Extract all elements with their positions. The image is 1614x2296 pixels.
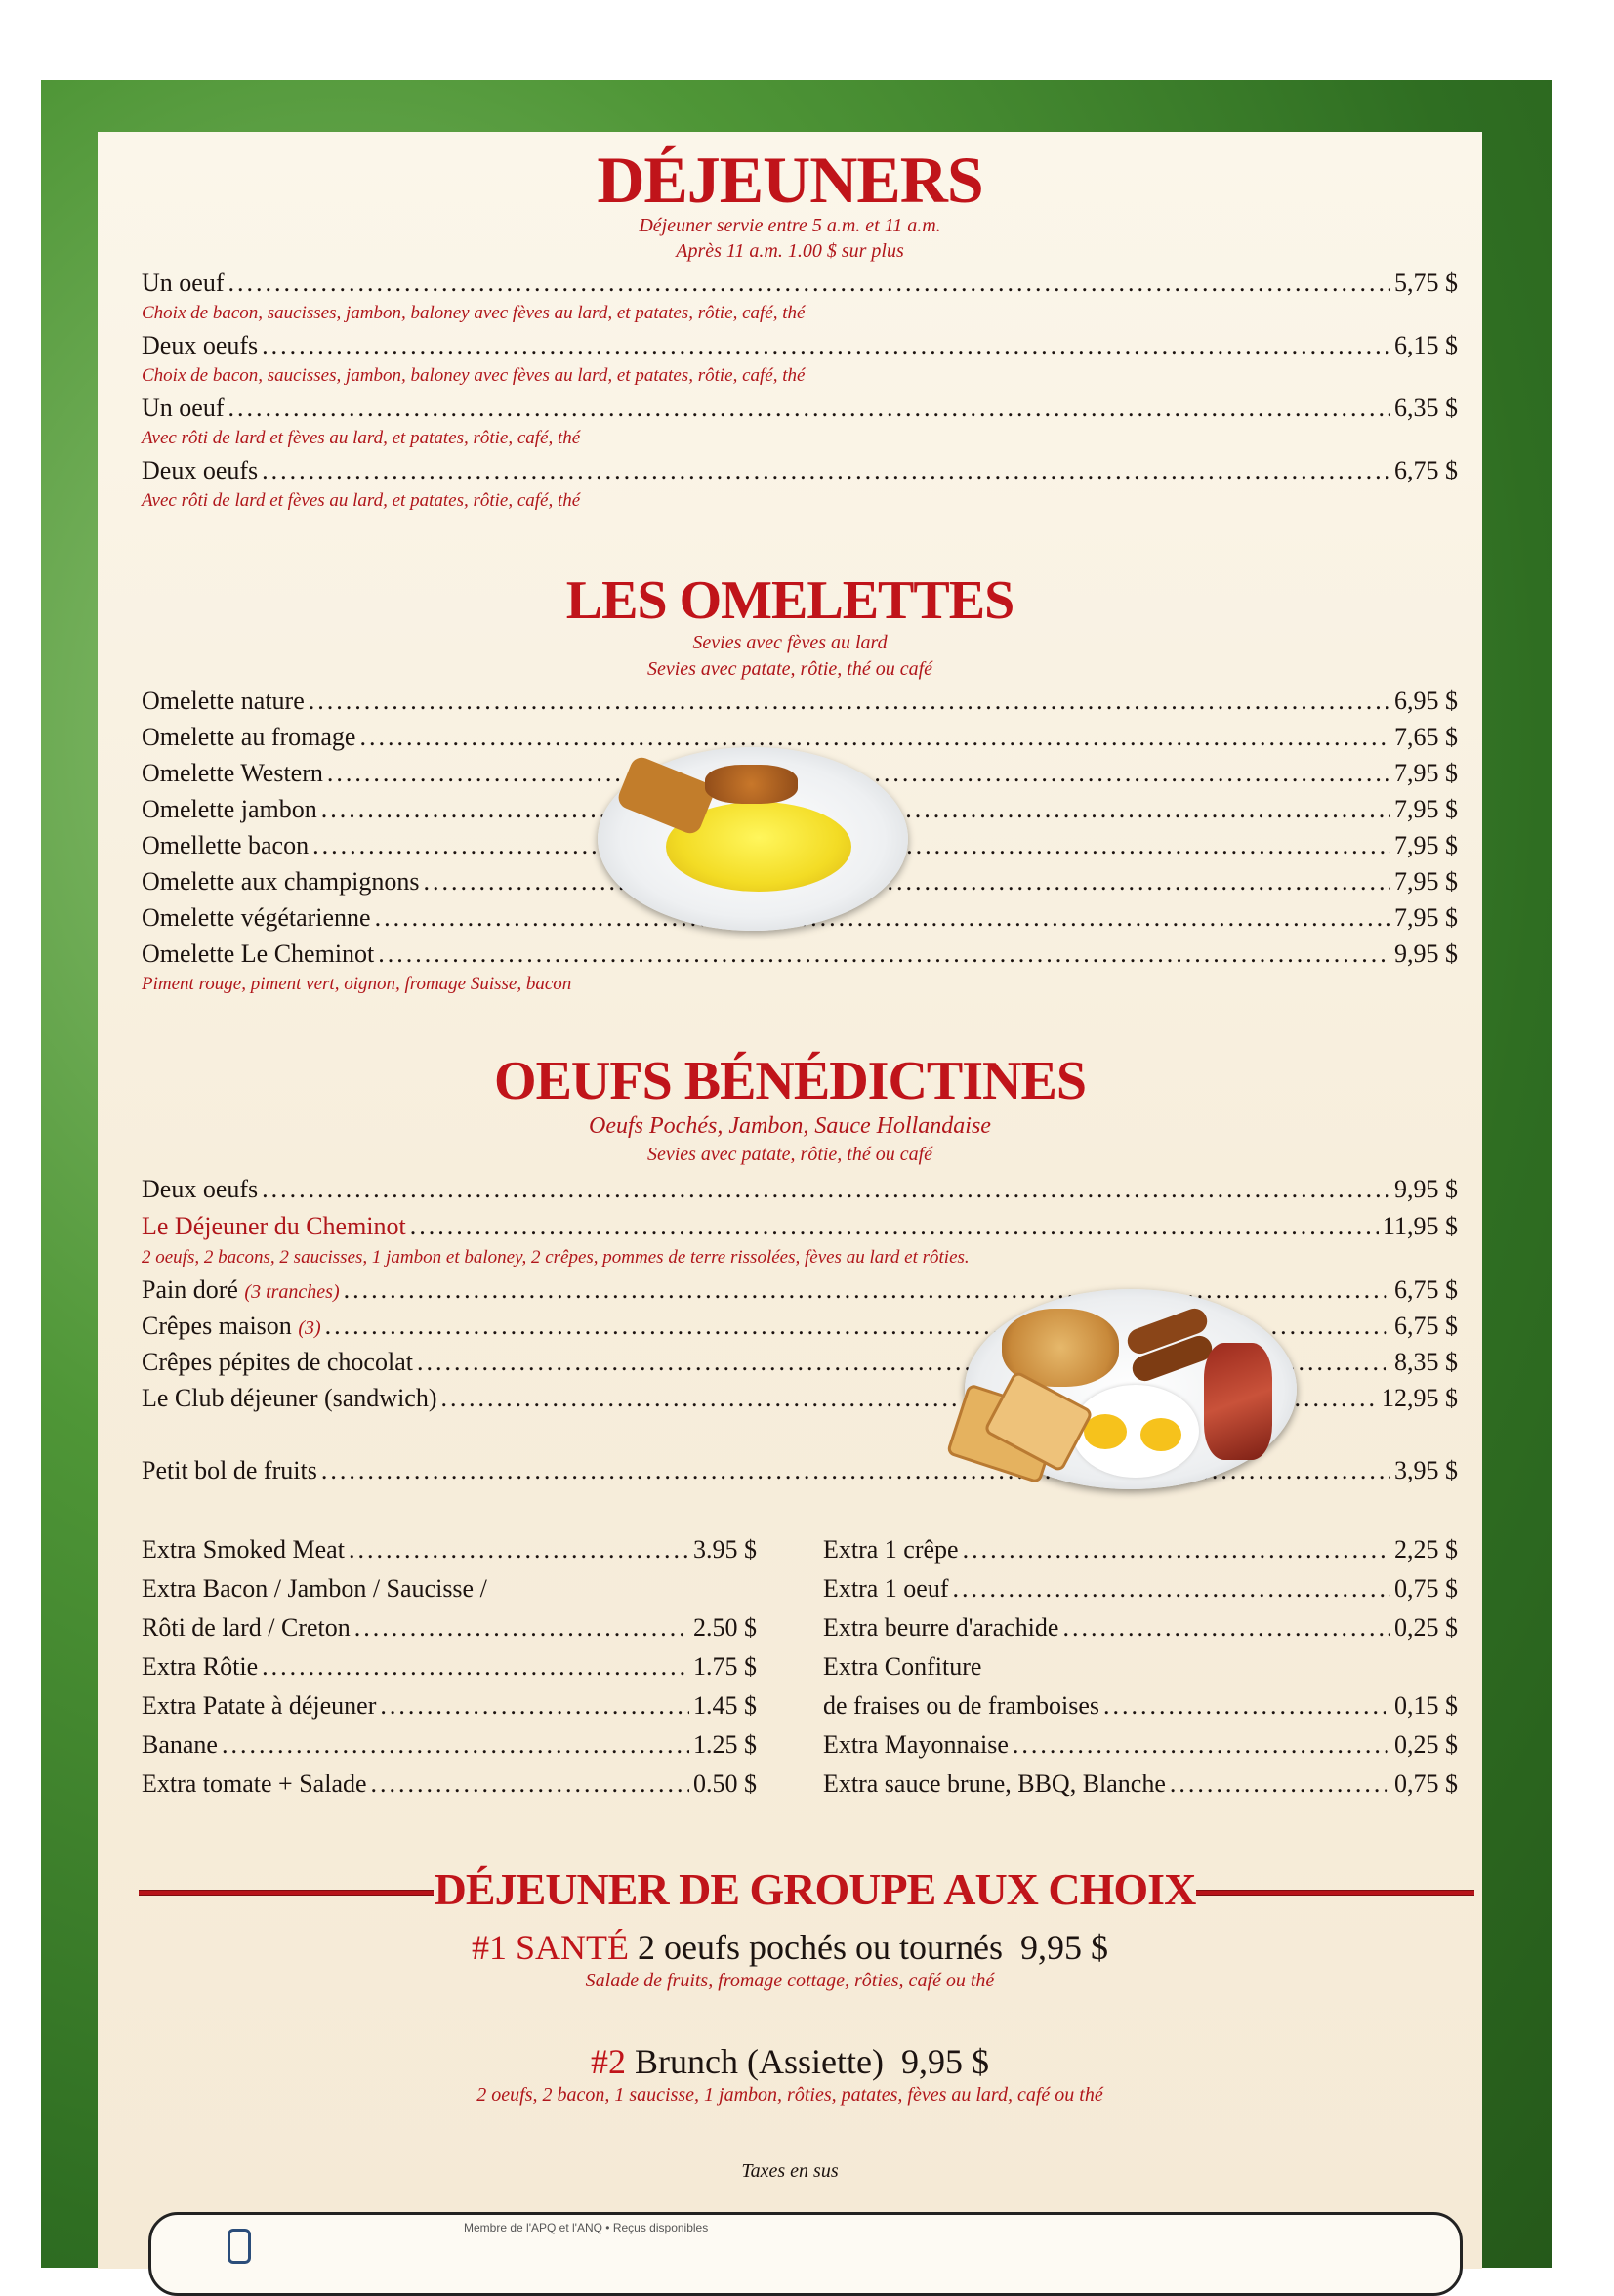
omelettes-sub1: Sevies avec fèves au lard bbox=[692, 632, 888, 653]
omelette-plate-image bbox=[598, 747, 908, 931]
member-text: Membre de l'APQ et l'ANQ • Reçus disponibles bbox=[464, 2221, 709, 2234]
extra-item bbox=[823, 1731, 1458, 1760]
item-price: 1.45 $ bbox=[693, 1691, 757, 1720]
item-note: (3 tranches) bbox=[244, 1281, 340, 1303]
item-price: 6,15 $ bbox=[1394, 331, 1458, 359]
groupe-option-1 bbox=[98, 1927, 1482, 1968]
item-price: 6,35 $ bbox=[1394, 394, 1458, 422]
item-price: 0,15 $ bbox=[1394, 1691, 1458, 1720]
dejeuners-hours: Déjeuner servie entre 5 a.m. et 11 a.m. bbox=[639, 215, 941, 236]
menu-item bbox=[142, 1456, 1458, 1485]
item-price: 6,75 $ bbox=[1394, 1312, 1458, 1340]
logo-icon bbox=[228, 2229, 251, 2264]
item-price: 5,75 $ bbox=[1394, 269, 1458, 297]
item-price: 3,95 $ bbox=[1394, 1456, 1458, 1484]
menu-item bbox=[142, 723, 1458, 752]
title-rule-right bbox=[1196, 1890, 1474, 1896]
section-title-dejeuners: DÉJEUNERS bbox=[597, 143, 983, 217]
leader-dots bbox=[1013, 1731, 1390, 1760]
option-label: #2 bbox=[591, 2042, 627, 2081]
section-title-benedictines: OEUFS BÉNÉDICTINES bbox=[494, 1051, 1086, 1111]
item-name: Extra 1 crêpe bbox=[823, 1535, 959, 1564]
benedictines-sub1: Oeufs Pochés, Jambon, Sauce Hollandaise bbox=[589, 1113, 991, 1139]
menu-item bbox=[142, 1175, 1458, 1204]
menu-item bbox=[142, 687, 1458, 716]
item-name: Extra Confiture bbox=[823, 1652, 982, 1681]
item-price: 2.50 $ bbox=[693, 1613, 757, 1642]
leader-dots bbox=[1170, 1770, 1390, 1799]
dejeuners-surcharge: Après 11 a.m. 1.00 $ sur plus bbox=[676, 240, 904, 262]
bacon-shape bbox=[1204, 1343, 1272, 1460]
item-name: Omelette végétarienne bbox=[142, 903, 371, 932]
extra-item bbox=[142, 1731, 757, 1760]
item-description: Choix de bacon, saucisses, jambon, baloney avec fèves au lard, et patates, rôtie, café, thé bbox=[142, 303, 806, 323]
leader-dots bbox=[262, 1175, 1390, 1204]
leader-dots bbox=[378, 939, 1390, 969]
leader-dots bbox=[1062, 1613, 1390, 1643]
item-name: Deux oeufs bbox=[142, 456, 259, 484]
extra-item bbox=[142, 1613, 757, 1643]
leader-dots bbox=[371, 1770, 689, 1799]
footer-banner bbox=[148, 2212, 1463, 2296]
leader-dots bbox=[309, 687, 1390, 716]
extra-item bbox=[823, 1691, 1458, 1721]
section-title-groupe: DÉJEUNER DE GROUPE AUX CHOIX bbox=[434, 1864, 1196, 1914]
leader-dots bbox=[423, 867, 1390, 897]
option-text: 2 oeufs pochés ou tournés bbox=[638, 1928, 1003, 1967]
leader-dots bbox=[228, 394, 1390, 423]
item-name: Extra Rôtie bbox=[142, 1652, 259, 1681]
item-price: 11,95 $ bbox=[1382, 1212, 1458, 1240]
egg-yolk-shape bbox=[1140, 1418, 1181, 1451]
extra-item bbox=[142, 1770, 757, 1799]
item-price: 1.75 $ bbox=[693, 1652, 757, 1681]
item-price: 0.50 $ bbox=[693, 1770, 757, 1798]
leader-dots bbox=[354, 1613, 689, 1643]
extra-item bbox=[142, 1535, 757, 1565]
leader-dots bbox=[222, 1731, 689, 1760]
taxes-note: Taxes en sus bbox=[741, 2160, 839, 2182]
item-name: Extra sauce brune, BBQ, Blanche bbox=[823, 1770, 1166, 1798]
option-price: 9,95 $ bbox=[900, 2042, 989, 2081]
item-name: Extra tomate + Salade bbox=[142, 1770, 367, 1798]
menu-item bbox=[142, 331, 1458, 360]
option-1-desc: Salade de fruits, fromage cottage, rôties, café ou thé bbox=[585, 1970, 995, 1991]
menu-item bbox=[142, 1212, 1458, 1241]
item-price: 9,95 $ bbox=[1394, 1175, 1458, 1203]
menu-item bbox=[142, 456, 1458, 485]
item-description: 2 oeufs, 2 bacons, 2 saucisses, 1 jambon et baloney, 2 crêpes, pommes de terre rissolées, fèves au lard et rôties. bbox=[142, 1247, 970, 1268]
leader-dots bbox=[410, 1212, 1379, 1241]
item-name: Extra Bacon / Jambon / Saucisse / bbox=[142, 1574, 487, 1603]
item-name: Omelette Western bbox=[142, 759, 323, 787]
item-price: 6,75 $ bbox=[1394, 456, 1458, 484]
extra-item bbox=[823, 1770, 1458, 1799]
potatoes-shape bbox=[705, 765, 798, 804]
item-name: Crêpes maison bbox=[142, 1312, 292, 1340]
leader-dots bbox=[359, 723, 1390, 752]
item-name: Un oeuf bbox=[142, 394, 225, 422]
option-price: 9,95 $ bbox=[1019, 1928, 1108, 1967]
title-rule-left bbox=[139, 1890, 434, 1896]
extra-item bbox=[142, 1652, 757, 1682]
leader-dots bbox=[953, 1574, 1390, 1604]
leader-dots bbox=[963, 1535, 1390, 1565]
leader-dots bbox=[262, 331, 1390, 360]
item-name: Crêpes pépites de chocolat bbox=[142, 1348, 413, 1376]
item-price: 12,95 $ bbox=[1382, 1384, 1458, 1412]
breakfast-plate-image bbox=[965, 1289, 1297, 1489]
leader-dots bbox=[262, 456, 1390, 485]
leader-dots bbox=[344, 1275, 1390, 1305]
item-name: Rôti de lard / Creton bbox=[142, 1613, 351, 1642]
item-name: Pain doré bbox=[142, 1275, 238, 1304]
item-price: 0,75 $ bbox=[1394, 1574, 1458, 1603]
item-price: 7,65 $ bbox=[1394, 723, 1458, 751]
menu-item bbox=[142, 1275, 1458, 1305]
item-description: Avec rôti de lard et fèves au lard, et patates, rôtie, café, thé bbox=[142, 428, 581, 448]
item-price: 0,25 $ bbox=[1394, 1731, 1458, 1759]
item-note: (3) bbox=[298, 1317, 321, 1339]
item-name: Extra Patate à déjeuner bbox=[142, 1691, 377, 1720]
item-price: 0,25 $ bbox=[1394, 1613, 1458, 1642]
item-price: 3.95 $ bbox=[693, 1535, 757, 1564]
section-title-omelettes: LES OMELETTES bbox=[565, 570, 1014, 631]
item-name: Extra Mayonnaise bbox=[823, 1731, 1009, 1759]
extra-item bbox=[823, 1535, 1458, 1565]
item-price: 1.25 $ bbox=[693, 1731, 757, 1759]
item-description: Choix de bacon, saucisses, jambon, baloney avec fèves au lard, et patates, rôtie, café, thé bbox=[142, 365, 806, 386]
option-label: #1 SANTÉ bbox=[472, 1928, 630, 1967]
item-name: Banane bbox=[142, 1731, 218, 1759]
item-name: Omelette Le Cheminot bbox=[142, 939, 375, 968]
groupe-option-2 bbox=[98, 2041, 1482, 2082]
menu-item bbox=[142, 269, 1458, 298]
item-price: 9,95 $ bbox=[1394, 939, 1458, 968]
benedictines-sub2: Sevies avec patate, rôtie, thé ou café bbox=[646, 1144, 933, 1165]
menu-item bbox=[142, 394, 1458, 423]
item-name: Omellette bacon bbox=[142, 831, 310, 859]
item-price: 8,35 $ bbox=[1394, 1348, 1458, 1376]
omelettes-sub2: Sevies avec patate, rôtie, thé ou café bbox=[646, 658, 933, 680]
item-name: Le Club déjeuner (sandwich) bbox=[142, 1384, 437, 1412]
item-name: Omelette jambon bbox=[142, 795, 317, 823]
item-price: 7,95 $ bbox=[1394, 831, 1458, 859]
item-price: 7,95 $ bbox=[1394, 867, 1458, 896]
item-name: Extra Smoked Meat bbox=[142, 1535, 345, 1564]
option-2-desc: 2 oeufs, 2 bacon, 1 saucisse, 1 jambon, rôties, patates, fèves au lard, café ou thé bbox=[476, 2084, 1103, 2106]
item-price: 0,75 $ bbox=[1394, 1770, 1458, 1798]
extra-item bbox=[142, 1691, 757, 1721]
option-text: Brunch (Assiette) bbox=[635, 2042, 884, 2081]
item-name: Le Déjeuner du Cheminot bbox=[142, 1212, 406, 1240]
extra-item bbox=[142, 1574, 757, 1604]
item-price: 6,75 $ bbox=[1394, 1275, 1458, 1304]
egg-yolk-shape bbox=[1084, 1414, 1127, 1449]
item-price: 7,95 $ bbox=[1394, 903, 1458, 932]
leader-dots bbox=[375, 903, 1390, 933]
item-name: Omelette nature bbox=[142, 687, 305, 715]
item-price: 7,95 $ bbox=[1394, 759, 1458, 787]
leader-dots bbox=[349, 1535, 689, 1565]
extra-item bbox=[823, 1613, 1458, 1643]
eggs-shape bbox=[1072, 1385, 1199, 1478]
item-name: Omelette aux champignons bbox=[142, 867, 420, 896]
item-name: Deux oeufs bbox=[142, 1175, 259, 1203]
menu-item bbox=[142, 939, 1458, 969]
leader-dots bbox=[228, 269, 1390, 298]
extra-item bbox=[823, 1652, 1458, 1682]
item-name: Omelette au fromage bbox=[142, 723, 356, 751]
leader-dots bbox=[1103, 1691, 1390, 1721]
item-description: Avec rôti de lard et fèves au lard, et patates, rôtie, café, thé bbox=[142, 490, 581, 511]
item-price: 7,95 $ bbox=[1394, 795, 1458, 823]
leader-dots bbox=[262, 1652, 689, 1682]
item-name: de fraises ou de framboises bbox=[823, 1691, 1100, 1720]
item-name: Deux oeufs bbox=[142, 331, 259, 359]
extra-item bbox=[823, 1574, 1458, 1604]
toast-shape bbox=[615, 754, 717, 837]
item-description: Piment rouge, piment vert, oignon, fromage Suisse, bacon bbox=[142, 974, 572, 994]
item-price: 6,95 $ bbox=[1394, 687, 1458, 715]
menu-sheet bbox=[98, 132, 1482, 2269]
item-name: Extra beurre d'arachide bbox=[823, 1613, 1059, 1642]
item-name: Extra 1 oeuf bbox=[823, 1574, 949, 1603]
item-name: Un oeuf bbox=[142, 269, 225, 297]
item-name: Petit bol de fruits bbox=[142, 1456, 317, 1484]
item-price: 2,25 $ bbox=[1394, 1535, 1458, 1564]
leader-dots bbox=[380, 1691, 689, 1721]
